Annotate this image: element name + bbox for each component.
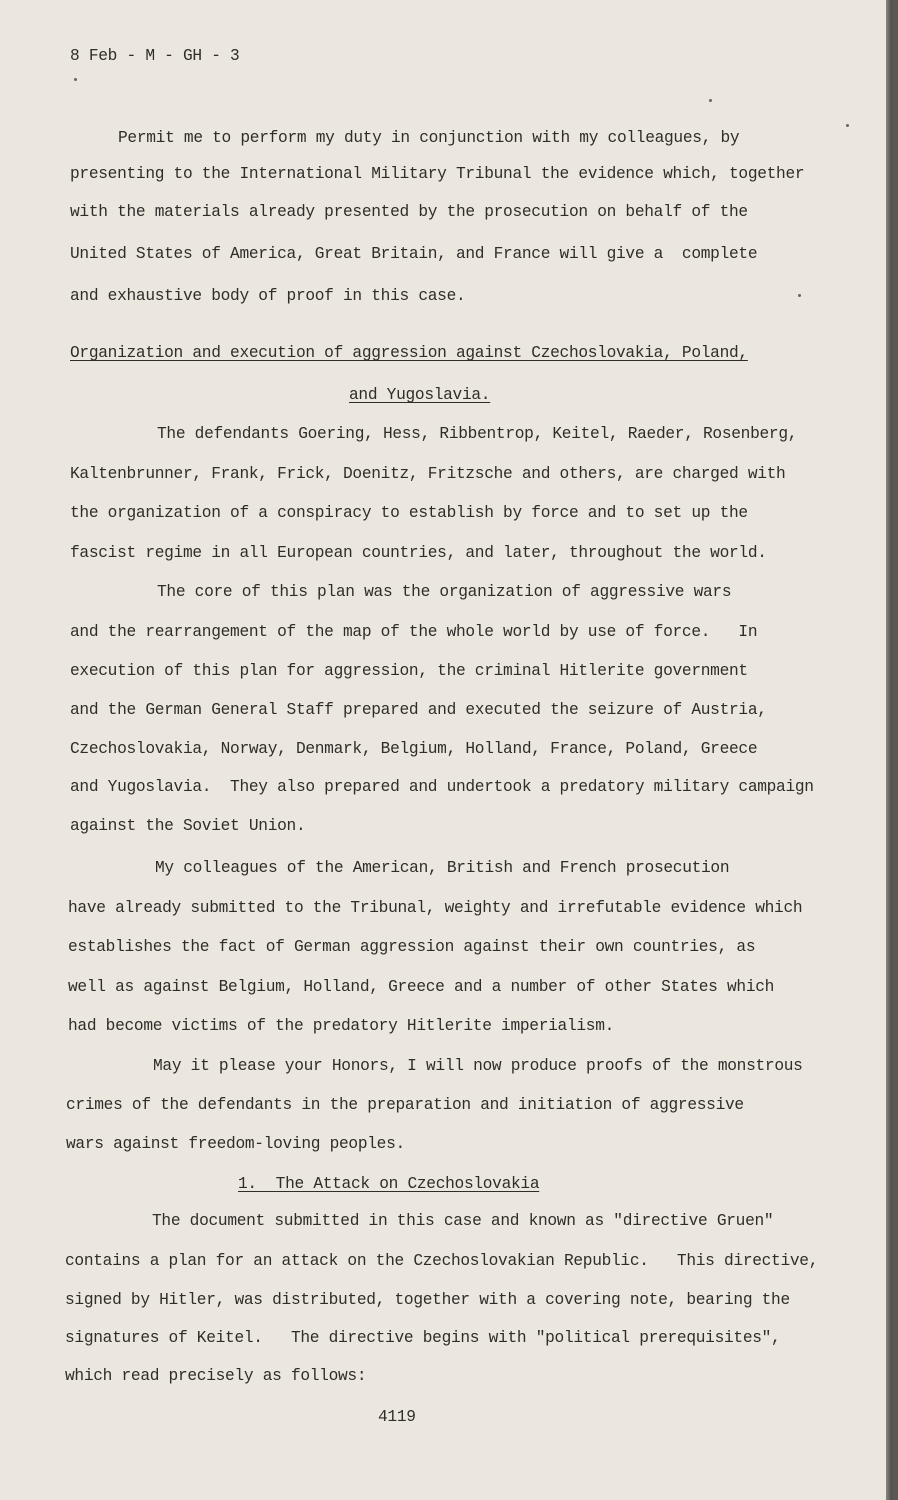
section-heading-line-2: and Yugoslavia.	[349, 386, 491, 404]
defendants-line-2: Kaltenbrunner, Frank, Frick, Doenitz, Fritzsche and others, are charged with	[70, 465, 786, 483]
directive-line-2: contains a plan for an attack on the Czechoslovakian Republic. This directive,	[65, 1252, 819, 1270]
colleagues-line-5: had become victims of the predatory Hitlerite imperialism.	[68, 1017, 615, 1035]
intro-line-4: United States of America, Great Britain, and France will give a complete	[70, 245, 758, 263]
section-heading-line-1: Organization and execution of aggression against Czechoslovakia, Poland,	[70, 344, 748, 362]
colleagues-line-3: establishes the fact of German aggression against their own countries, as	[68, 938, 756, 956]
intro-line-3: with the materials already presented by the prosecution on behalf of the	[70, 203, 748, 221]
directive-line-1: The document submitted in this case and known as "directive Gruen"	[152, 1212, 774, 1230]
honors-line-2: crimes of the defendants in the preparation and initiation of aggressive	[66, 1096, 744, 1114]
intro-line-2: presenting to the International Military Tribunal the evidence which, together	[70, 165, 805, 183]
directive-line-5: which read precisely as follows:	[65, 1367, 367, 1385]
paper-speck	[846, 124, 849, 127]
core-line-2: and the rearrangement of the map of the whole world by use of force. In	[70, 623, 758, 641]
directive-line-3: signed by Hitler, was distributed, together with a covering note, bearing the	[65, 1291, 790, 1309]
defendants-line-1: The defendants Goering, Hess, Ribbentrop, Keitel, Raeder, Rosenberg,	[157, 425, 798, 443]
page-reference: 8 Feb - M - GH - 3	[70, 47, 240, 65]
subsection-heading: 1. The Attack on Czechoslovakia	[238, 1175, 540, 1193]
core-line-7: against the Soviet Union.	[70, 817, 306, 835]
colleagues-line-2: have already submitted to the Tribunal, weighty and irrefutable evidence which	[68, 899, 803, 917]
core-line-6: and Yugoslavia. They also prepared and undertook a predatory military campaign	[70, 778, 814, 796]
core-line-5: Czechoslovakia, Norway, Denmark, Belgium, Holland, France, Poland, Greece	[70, 740, 758, 758]
intro-line-5: and exhaustive body of proof in this case.	[70, 287, 466, 305]
page-number: 4119	[378, 1408, 416, 1426]
colleagues-line-4: well as against Belgium, Holland, Greece and a number of other States which	[68, 978, 775, 996]
core-line-1: The core of this plan was the organization of aggressive wars	[157, 583, 732, 601]
defendants-line-4: fascist regime in all European countries, and later, throughout the world.	[70, 544, 767, 562]
paper-speck	[709, 99, 712, 102]
honors-line-3: wars against freedom-loving peoples.	[66, 1135, 405, 1153]
core-line-3: execution of this plan for aggression, the criminal Hitlerite government	[70, 662, 748, 680]
honors-line-1: May it please your Honors, I will now produce proofs of the monstrous	[153, 1057, 803, 1075]
directive-line-4: signatures of Keitel. The directive begins with "political prerequisites",	[65, 1329, 781, 1347]
defendants-line-3: the organization of a conspiracy to establish by force and to set up the	[70, 504, 748, 522]
paper-speck	[798, 294, 801, 297]
intro-line-1: Permit me to perform my duty in conjunction with my colleagues, by	[118, 129, 740, 147]
core-line-4: and the German General Staff prepared and executed the seizure of Austria,	[70, 701, 767, 719]
paper-speck	[74, 78, 77, 81]
colleagues-line-1: My colleagues of the American, British and French prosecution	[155, 859, 730, 877]
page-edge-shadow	[886, 0, 892, 1500]
